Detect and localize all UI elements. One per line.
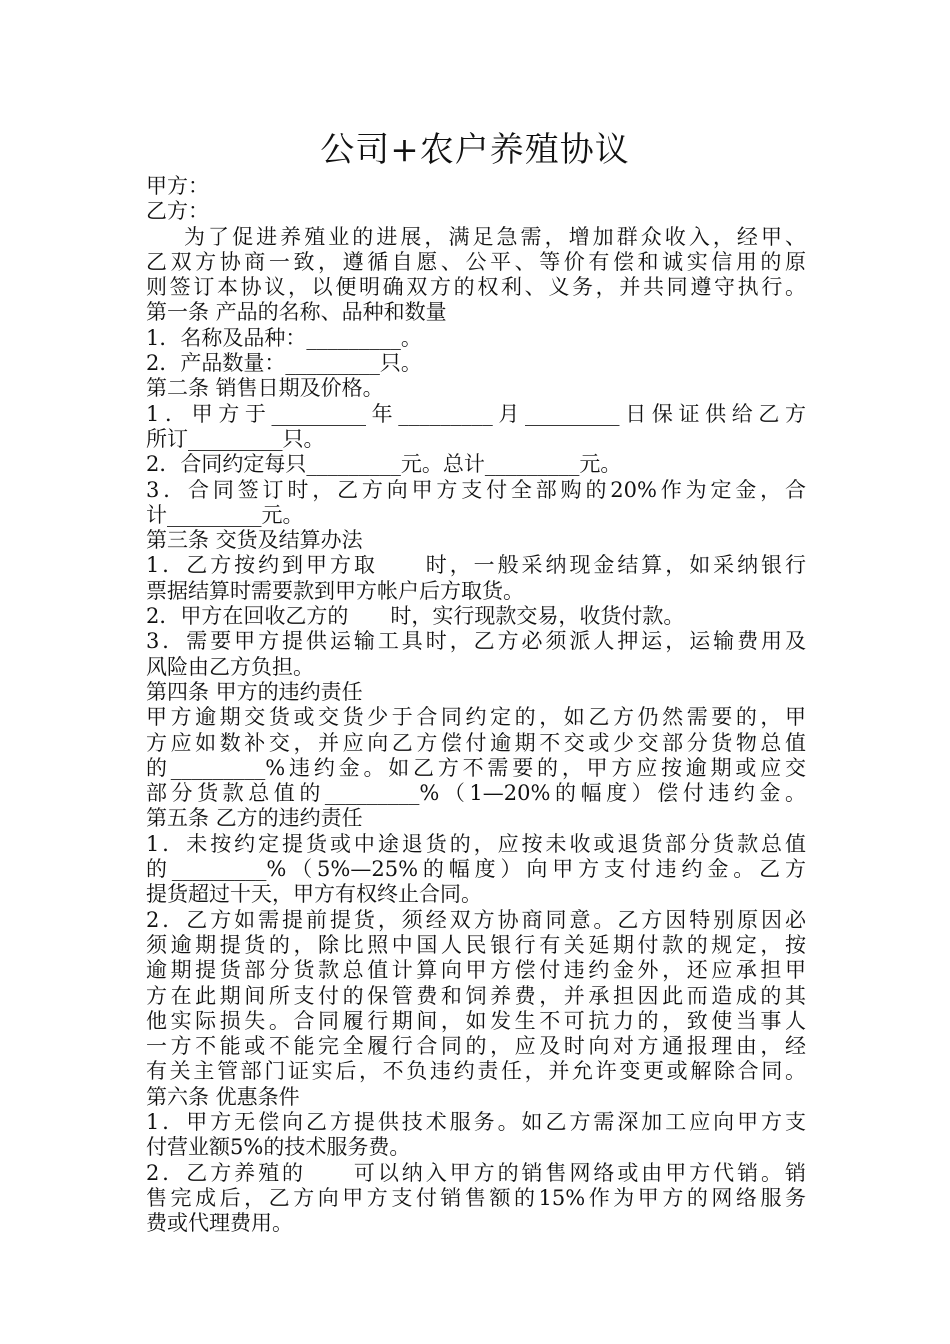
document-line: 1．甲方于_________年_________月_________日保证供给乙方 [146,401,806,426]
document-line: 3．合同签订时，乙方向甲方支付全部购的20%作为定金，合 [146,477,806,502]
document-line: 2．产品数量：_________只。 [146,351,422,376]
document-line: 2．乙方养殖的 可以纳入甲方的销售网络或由甲方代销。销 [146,1160,806,1185]
document-line: 计_________元。 [146,502,304,527]
document-line: 所订_________只。 [146,426,325,451]
document-line: 他实际损失。合同履行期间，如发生不可抗力的，致使当事人 [146,1008,806,1033]
document-line: 费或代理费用。 [146,1211,293,1236]
document-line: 的_________%违约金。如乙方不需要的，甲方应按逾期或应交 [146,755,806,780]
document-line: 第六条 优惠条件 [146,1084,300,1109]
document-line: 第五条 乙方的违约责任 [146,806,363,831]
document-line: 为了促进养殖业的进展，满足急需，增加群众收入，经甲、 [184,224,806,249]
document-line: 2．乙方如需提前提货，须经双方协商同意。乙方因特别原因必 [146,907,806,932]
document-line: 的_________%（5%—25%的幅度）向甲方支付违约金。乙方 [146,857,806,882]
document-line: 逾期提货部分货款总值计算向甲方偿付违约金外，还应承担甲 [146,958,806,983]
document-body [146,174,806,1236]
document-line: 风险由乙方负担。 [146,654,314,679]
document-line: 乙双方协商一致，遵循自愿、公平、等价有偿和诚实信用的原 [146,249,806,274]
document-line: 第三条 交货及结算办法 [146,528,363,553]
document-line: 方应如数补交，并应向乙方偿付逾期不交或少交部分货物总值 [146,730,806,755]
document-line: 1．乙方按约到甲方取 时，一般采纳现金结算，如采纳银行 [146,553,806,578]
document-line: 乙方： [146,199,209,224]
document-line: 甲方逾期交货或交货少于合同约定的，如乙方仍然需要的，甲 [146,705,806,730]
document-line: 方在此期间所支付的保管费和饲养费，并承担因此而造成的其 [146,983,806,1008]
document-line: 1．未按约定提货或中途退货的，应按未收或退货部分货款总值 [146,831,806,856]
document-line: 第一条 产品的名称、品种和数量 [146,300,447,325]
document-line: 1．名称及品种：_________。 [146,325,422,350]
document-line: 2．合同约定每只_________元。总计_________元。 [146,452,622,477]
document-line: 1．甲方无偿向乙方提供技术服务。如乙方需深加工应向甲方支 [146,1109,806,1134]
document-line: 第二条 销售日期及价格。 [146,376,384,401]
document-line: 3．需要甲方提供运输工具时，乙方必须派人押运，运输费用及 [146,629,806,654]
document-line: 2．甲方在回收乙方的 时，实行现款交易，收货付款。 [146,604,685,629]
document-line: 一方不能或不能完全履行合同的，应及时向对方通报理由，经 [146,1034,806,1059]
document-line: 有关主管部门证实后，不负违约责任，并允许变更或解除合同。 [146,1059,806,1084]
document-line: 票据结算时需要款到甲方帐户后方取货。 [146,578,524,603]
document-title: 公司+农户养殖协议 [320,130,630,170]
document-line: 提货超过十天，甲方有权终止合同。 [146,882,482,907]
document-line: 则签订本协议，以便明确双方的权利、义务，并共同遵守执行。 [146,275,806,300]
document-line: 部分货款总值的_________%（1—20%的幅度）偿付违约金。 [146,781,806,806]
document-line: 售完成后，乙方向甲方支付销售额的15%作为甲方的网络服务 [146,1185,806,1210]
document-line: 甲方： [146,174,209,198]
document-line: 须逾期提货的，除比照中国人民银行有关延期付款的规定，按 [146,932,806,957]
document-line: 第四条 甲方的违约责任 [146,679,363,704]
document-line: 付营业额5%的技术服务费。 [146,1135,411,1160]
